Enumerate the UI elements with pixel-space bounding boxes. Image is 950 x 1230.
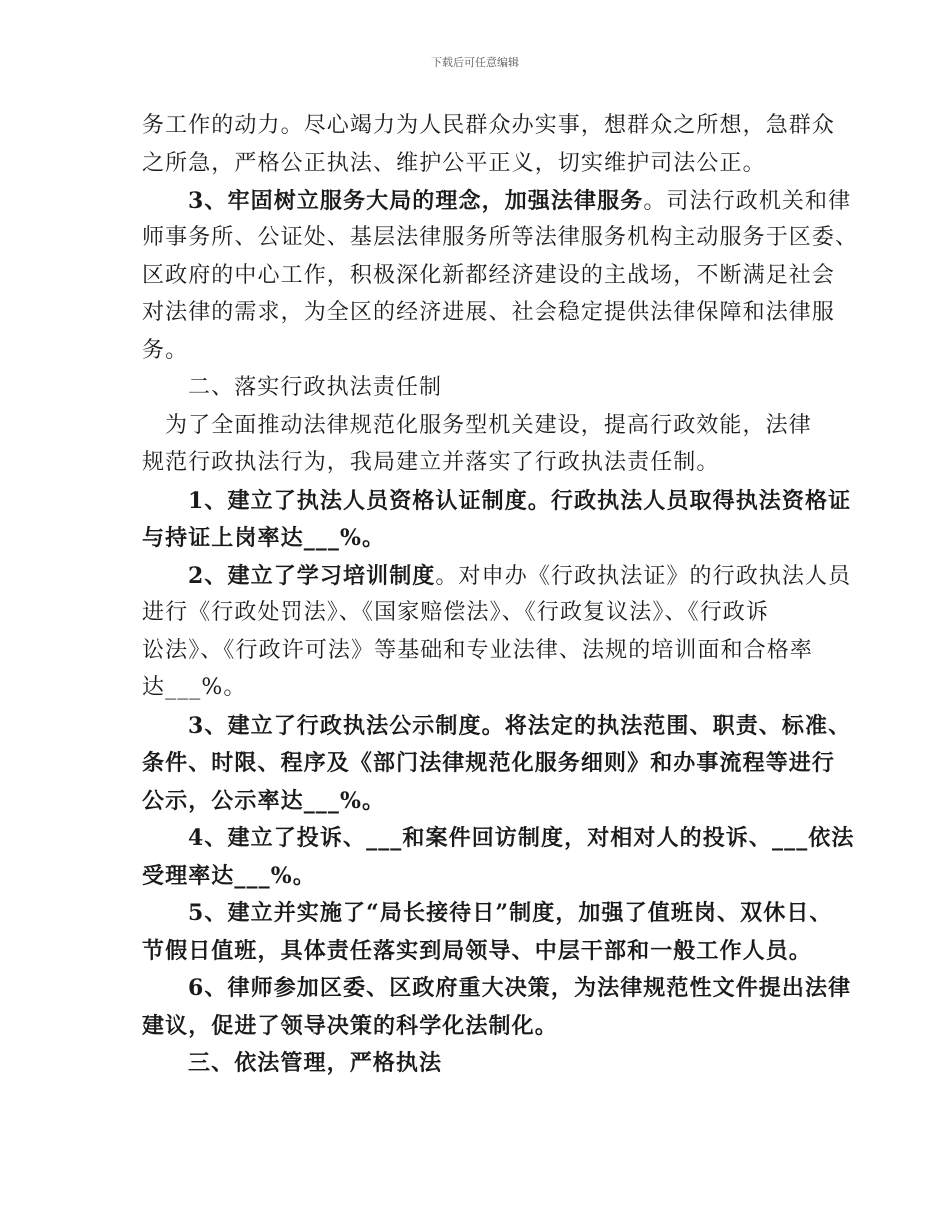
section-heading: 三、依法管理，严格执法 xyxy=(188,1050,443,1076)
text-line: 务工作的动力。尽心竭力为人民群众办实事，想群众之所想，急群众 xyxy=(142,113,836,138)
section-heading: 3、牢固树立服务大局的理念，加强法律服务 xyxy=(188,188,644,214)
text-line: 4、建立了投诉、___和案件回访制度，对相对人的投诉、___依法 xyxy=(188,825,855,851)
text-line: 6、律师参加区委、区政府重大决策，为法律规范性文件提出法律 xyxy=(188,975,852,1001)
text-line: 为了全面推动法律规范化服务型机关建设，提高行政效能，法律 xyxy=(165,413,812,438)
text-line: 达___%。 xyxy=(142,675,247,700)
text-line: 条件、时限、程序及《部门法律规范化服务细则》和办事流程等进行 xyxy=(142,750,836,776)
text-line: 进行《行政处罚法》、《国家赔偿法》、《行政复议法》、《行政诉 xyxy=(142,600,770,625)
page-header: 下载后可任意编辑 xyxy=(431,56,519,69)
text-segment: 。对申办《行政执法证》的行政执法人员 xyxy=(435,564,852,589)
text-segment: 。司法行政机关和律 xyxy=(643,189,852,214)
text-line xyxy=(188,563,851,590)
text-line: 1、建立了执法人员资格认证制度。行政执法人员取得执法资格证 xyxy=(188,488,852,514)
text-line: 公示，公示率达___%。 xyxy=(142,788,386,814)
section-heading: 二、落实行政执法责任制 xyxy=(188,375,443,400)
section-heading: 2、建立了学习培训制度 xyxy=(188,563,436,589)
text-line: 讼法》、《行政许可法》等基础和专业法律、法规的培训面和合格率 xyxy=(142,638,814,663)
text-line: 师事务所、公证处、基层法律服务所等法律服务机构主动服务于区委、 xyxy=(142,225,859,250)
text-line: 之所急，严格公正执法、维护公平正义，切实维护司法公正。 xyxy=(142,151,766,176)
text-line: 5、建立并实施了“局长接待日”制度，加强了值班岗、双休日、 xyxy=(188,900,833,926)
text-line: 规范行政执法行为，我局建立并落实了行政执法责任制。 xyxy=(142,450,720,475)
text-line: 区政府的中心工作，积极深化新都经济建设的主战场，不断满足社会 xyxy=(142,263,836,288)
text-line: 3、建立了行政执法公示制度。将法定的执法范围、职责、标准、 xyxy=(188,713,852,739)
text-line: 务。 xyxy=(142,338,189,363)
text-line: 与持证上岗率达___%。 xyxy=(142,525,386,551)
text-line xyxy=(188,188,851,215)
text-line: 节假日值班，具体责任落实到局领导、中层干部和一般工作人员。 xyxy=(142,938,812,964)
text-line: 对法律的需求，为全区的经济进展、社会稳定提供法律保障和法律服 xyxy=(142,300,836,325)
text-line: 受理率达___%。 xyxy=(142,863,316,889)
text-line: 建议，促进了领导决策的科学化法制化。 xyxy=(142,1013,558,1039)
